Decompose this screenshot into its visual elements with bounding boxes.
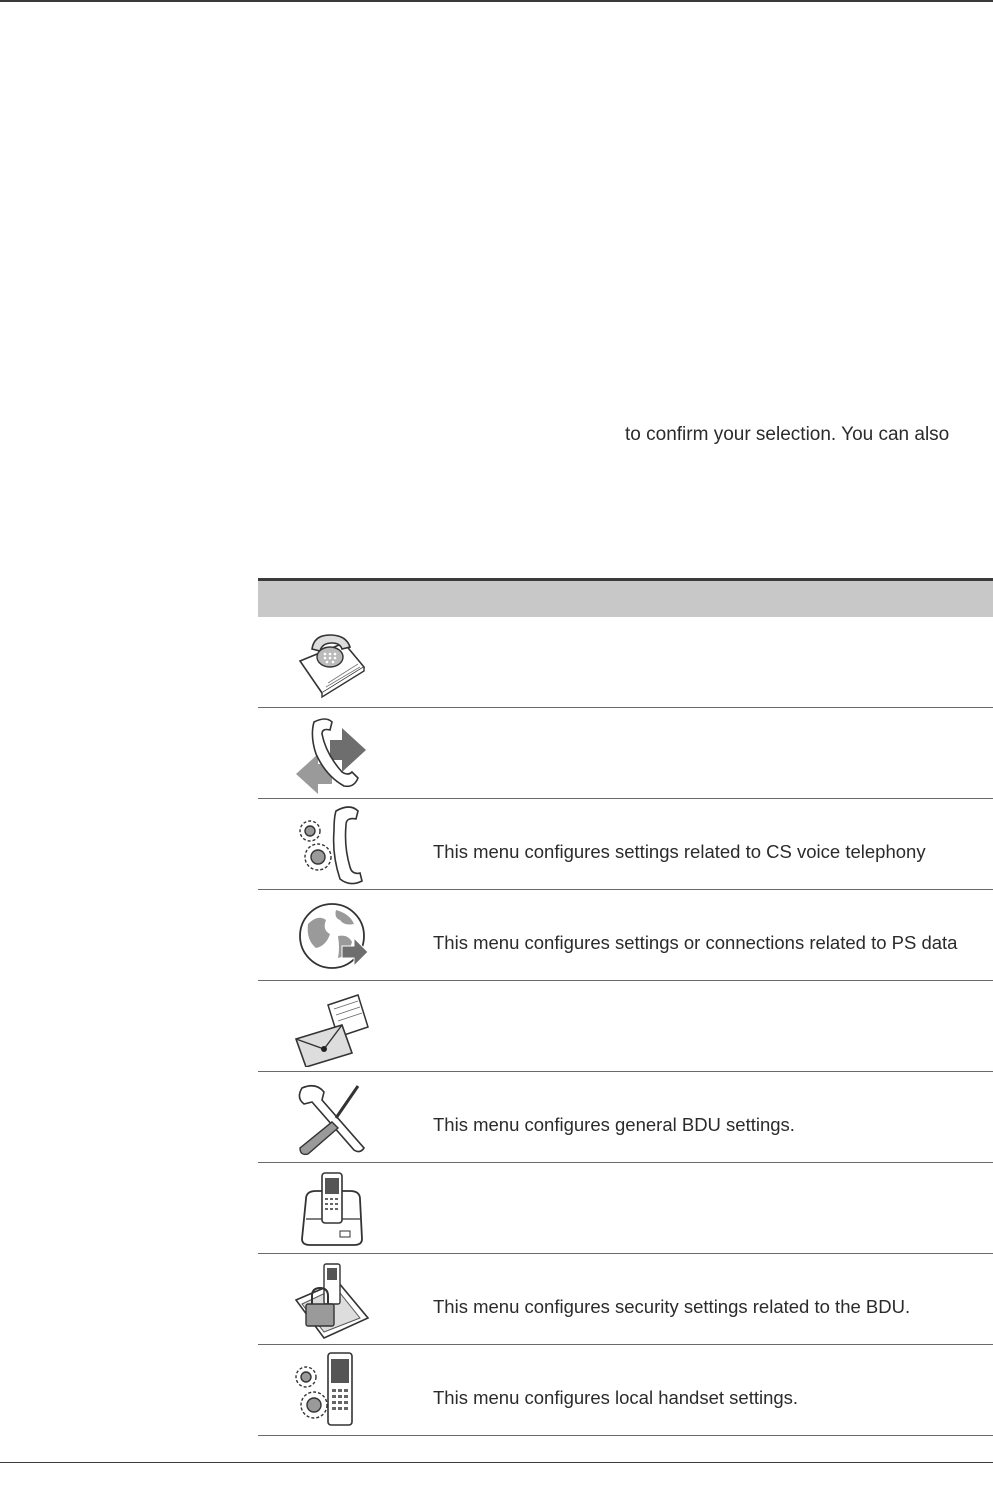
bottom-rule: [0, 1462, 993, 1463]
phonebook-icon: [292, 623, 372, 703]
table-row: [258, 708, 993, 799]
table-row: [258, 890, 993, 981]
bdu-cradle-icon: [292, 1169, 372, 1249]
security-lock-icon: [292, 1260, 372, 1340]
tools-icon: [292, 1078, 372, 1158]
menu-table: [258, 578, 993, 1436]
row-description: This menu configures security settings related to the BDU.: [433, 1296, 911, 1317]
table-row: [258, 617, 993, 708]
table-row: [258, 981, 993, 1072]
messages-envelope-icon: [292, 987, 372, 1067]
intro-text-fragment: to confirm your selection. You can also: [625, 424, 950, 445]
table-row: [258, 1345, 993, 1436]
row-description: This menu configures local handset settings.: [433, 1387, 799, 1408]
table-row: [258, 1072, 993, 1163]
table-row: [258, 1163, 993, 1254]
table-row: [258, 1254, 993, 1345]
voice-settings-icon: [292, 805, 372, 885]
row-description: This menu configures settings or connections related to PS data: [433, 932, 958, 953]
call-log-icon: [292, 714, 372, 794]
table-row: [258, 799, 993, 890]
row-description: This menu configures general BDU settings.: [433, 1114, 795, 1135]
row-description: This menu configures settings related to CS voice telephony: [433, 841, 926, 862]
top-rule: [0, 0, 993, 2]
data-globe-icon: [292, 896, 372, 976]
handset-settings-icon: [292, 1351, 372, 1431]
table-header: [258, 578, 993, 617]
